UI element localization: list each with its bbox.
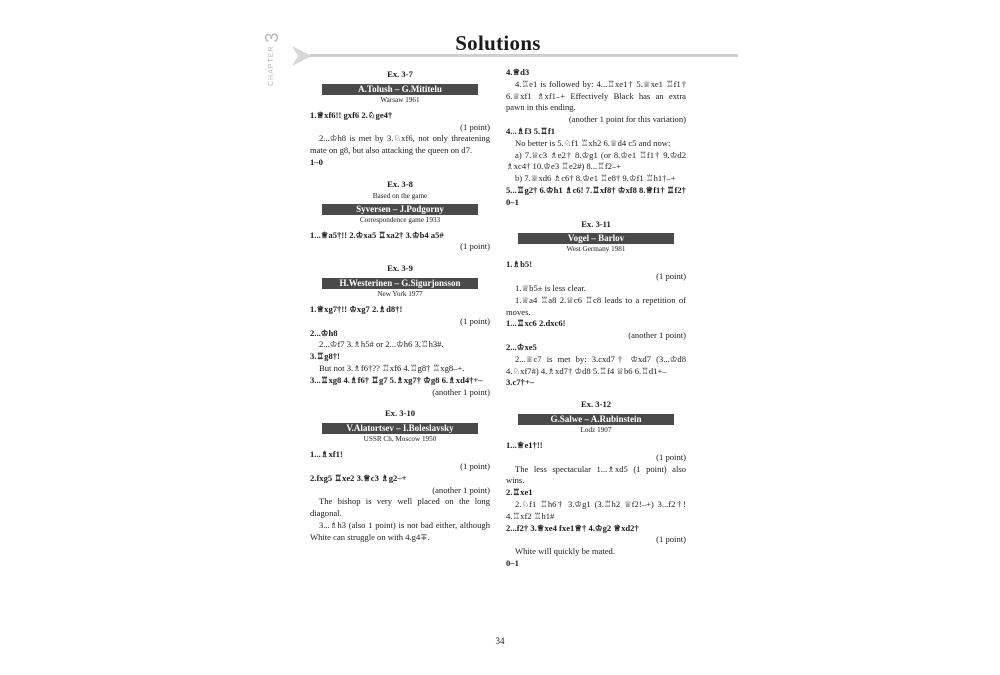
comment-text: 1.♕b5± is less clear. — [515, 282, 586, 293]
exercise-event: New York 1977 — [377, 289, 423, 298]
comment-text: No better is 5.♘f1 ♖xh2 6.♕d4 c5 and now: — [515, 137, 671, 148]
move-line: 2...♔h8 — [310, 327, 338, 338]
comment-text: 2...♕c7 is met by: 3.cxd7† ♔xd7 (3...♔d8 4.♘xf7#) 4.♗xd7† ♔d8 5.♖f4 ♕b6 6.♖d1+– — [506, 353, 686, 376]
points-note: (1 point) — [656, 271, 686, 282]
points-note: (another 1 point) — [432, 484, 490, 495]
comment-text: a) 7.♕c3 ♗e2† 8.♔g1 (or 8.♔e1 ♖f1† 9.♔d2 ♗xc4† 10.♔e3 ♖e2#) 8...♖f2–+ — [506, 149, 686, 172]
comment-text: 2...♔h8 is met by 3.♘xf6, not only threatening mate on g8, but also attacking the queen on d7. — [310, 133, 490, 156]
exercise-title: Ex. 3-11 — [581, 218, 611, 229]
exercise-event: West Germany 1981 — [566, 245, 626, 254]
move-line: 1.♕xg7†!! ♔xg7 2.♗d8†! — [310, 303, 403, 314]
exercise-title: Ex. 3-10 — [384, 408, 416, 419]
move-line: 2.♖xe1 — [506, 487, 533, 498]
comment-text: But not 3.♗f6†?? ♖xf6 4.♖g8† ♖xg8–+. — [319, 362, 465, 373]
points-note: (another 1 point for this variation) — [568, 114, 686, 125]
exercise-note: Based on the game — [372, 191, 428, 200]
exercise-players: H.Westerinen – G.Sigurjonsson — [322, 278, 478, 289]
comment-text: 2.♘f1 ♖h6† 3.♔g1 (3.♖h2 ♕f2!–+) 3...f2†! 4.♖xf2 ♖h1# — [506, 498, 686, 521]
left-column — [310, 67, 490, 544]
comment-text: 4.♖e1 is followed by: 4...♖xe1† 5.♕xe1 ♖f1† 6.♕xf1 ♗xf1–+ Effectively Black has an extra pawn in this ending. — [506, 78, 686, 113]
exercise-event: USSR Ch, Moscow 1950 — [363, 435, 437, 444]
move-line: 2...f2† 3.♕xe4 fxe1♕† 4.♔g2 ♕xd2† — [506, 522, 639, 533]
move-line: 1.♗b5! — [506, 259, 533, 270]
points-note: (1 point) — [460, 241, 490, 252]
move-line: 3.c7†+– — [506, 377, 535, 388]
move-line: 2...♔xe5 — [506, 341, 537, 352]
page-title: Solutions — [455, 31, 541, 55]
comment-text: The less spectacular 1...♗xd5 (1 point) also wins. — [506, 463, 686, 486]
move-line: 1...♖xc6 2.dxc6! — [506, 318, 566, 329]
move-line: 3.♖g8†! — [310, 351, 340, 362]
points-note: (another 1 point) — [432, 386, 490, 397]
points-note: (another 1 point) — [628, 330, 686, 341]
exercise-players: G.Salwe – A.Rubinstein — [518, 414, 674, 425]
exercise-title: Ex. 3-12 — [580, 399, 612, 410]
points-note: (1 point) — [656, 534, 686, 545]
move-line: 5...♖g2† 6.♔h1 ♗c6! 7.♖xf8† ♔xf8 8.♕f1† ♖f2† — [506, 184, 686, 195]
comment-text: 1.♕a4 ♖a8 2.♕c6 ♖c8 leads to a repetition of moves. — [506, 294, 686, 317]
move-line: 4.♕d3 — [506, 67, 530, 77]
comment-text: 3...♗h3 (also 1 point) is not bad either, although White can struggle on with 4.g4∓. — [310, 519, 490, 542]
exercise-title: Ex. 3-7 — [387, 69, 413, 79]
result: 0–1 — [506, 196, 519, 207]
exercise-title: Ex. 3-9 — [387, 263, 413, 274]
comment-text: White will quickly be mated. — [515, 546, 615, 557]
chapter-number: 3 — [262, 32, 282, 43]
right-column — [506, 67, 686, 570]
comment-text: The bishop is very well placed on the long diagonal. — [310, 496, 490, 519]
move-line: 2.fxg5 ♖xe2 3.♕c3 ♗g2–+ — [310, 472, 407, 483]
exercise-event: Lodz 1907 — [580, 425, 612, 434]
move-line: 3...♖xg8 4.♗f6† ♖g7 5.♗xg7† ♔g8 6.♗xd4†+– — [310, 374, 483, 385]
chapter-tab — [262, 22, 286, 86]
page-number: 34 — [495, 636, 505, 646]
exercise-title: Ex. 3-8 — [387, 178, 413, 189]
exercise-event: Correspondence game 1933 — [359, 215, 441, 224]
move-line: 1...♗xf1! — [310, 449, 343, 460]
move-line: 1...♕e1†!! — [506, 439, 543, 450]
exercise-players: A.Tolush – G.Mititelu — [322, 84, 478, 95]
move-line: 1...♕a5†!! 2.♔xa5 ♖xa2† 3.♔b4 a5# — [310, 229, 444, 240]
points-note: (1 point) — [460, 460, 490, 471]
points-note: (1 point) — [656, 451, 686, 462]
points-note: (1 point) — [460, 121, 490, 132]
result: 0–1 — [506, 557, 519, 568]
points-note: (1 point) — [460, 315, 490, 326]
exercise-event: Warsaw 1961 — [380, 95, 420, 104]
move-line: 1.♕xf6!! gxf6 2.♘ge4† — [310, 109, 393, 120]
move-line: 4...♗f3 5.♖f1 — [506, 125, 556, 136]
comment-text: b) 7.♕xd6 ♗c6† 8.♔e1 ♖e8† 9.♔f1 ♖h1†–+ — [515, 173, 676, 184]
chapter-label: CHAPTER — [268, 45, 275, 86]
exercise-players: V.Alatortsev – I.Boleslavsky — [322, 423, 478, 434]
exercise-players: Syversen – J.Podgorny — [322, 204, 478, 215]
comment-text: 2...♔f7 3.♗h5# or 2...♔h6 3.♖h3#. — [319, 339, 444, 350]
exercise-players: Vogel – Barlov — [518, 233, 674, 244]
result: 1–0 — [310, 156, 323, 167]
